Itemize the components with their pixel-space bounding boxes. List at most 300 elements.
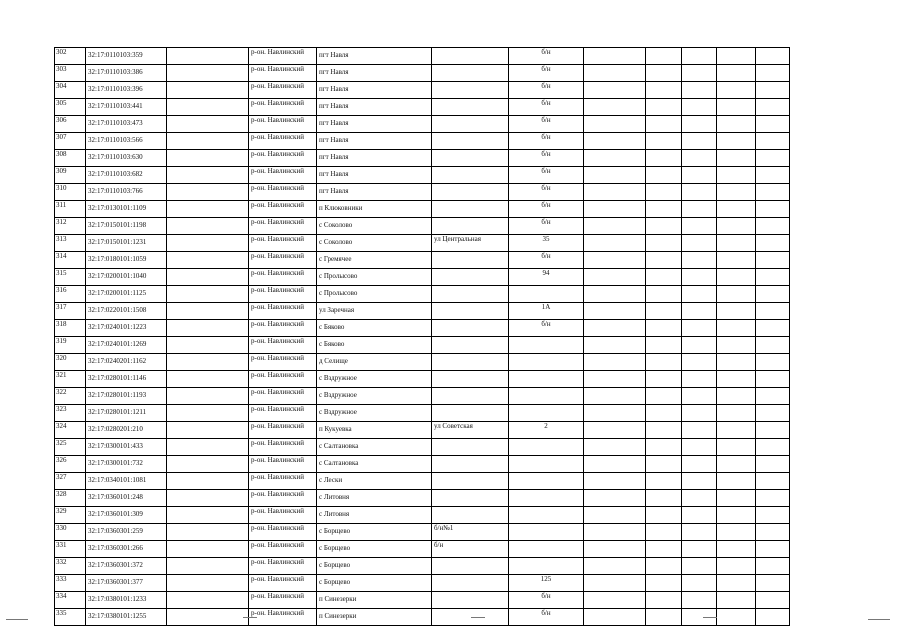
cadastral-number-cell: 32:17:0200101:1040 bbox=[86, 269, 167, 286]
table-row bbox=[55, 422, 790, 439]
num-cell: 314 bbox=[55, 252, 86, 269]
district-cell: р-он. Навлинский bbox=[249, 218, 317, 235]
blank-cell-cell bbox=[682, 65, 717, 82]
blank-cell-cell bbox=[756, 184, 790, 201]
table-row bbox=[55, 82, 790, 99]
street-cell: ул Советская bbox=[432, 422, 509, 439]
num-cell: 318 bbox=[55, 320, 86, 337]
blank-cell-cell bbox=[717, 490, 756, 507]
street-cell bbox=[432, 490, 509, 507]
blank-cell-cell bbox=[167, 456, 249, 473]
district-cell: р-он. Навлинский bbox=[249, 490, 317, 507]
blank-cell-cell bbox=[682, 320, 717, 337]
blank-cell-cell bbox=[717, 388, 756, 405]
district-cell: р-он. Навлинский bbox=[249, 167, 317, 184]
num-cell: 302 bbox=[55, 48, 86, 65]
blank-cell-cell bbox=[584, 592, 646, 609]
table-row bbox=[55, 507, 790, 524]
street-cell bbox=[432, 609, 509, 626]
blank-cell-cell bbox=[756, 303, 790, 320]
cadastral-number-cell: 32:17:0110103:473 bbox=[86, 116, 167, 133]
cadastral-number-cell: 32:17:0110103:441 bbox=[86, 99, 167, 116]
district-cell: р-он. Навлинский bbox=[249, 473, 317, 490]
district-cell: р-он. Навлинский bbox=[249, 116, 317, 133]
table-row bbox=[55, 575, 790, 592]
cadastral-number-cell: 32:17:0360101:248 bbox=[86, 490, 167, 507]
blank-cell-cell bbox=[167, 507, 249, 524]
locality-cell: с Салтановка bbox=[317, 456, 432, 473]
district-cell: р-он. Навлинский bbox=[249, 133, 317, 150]
cadastral-number-cell: 32:17:0180101:1059 bbox=[86, 252, 167, 269]
blank-cell-cell bbox=[584, 456, 646, 473]
num-cell: 331 bbox=[55, 541, 86, 558]
blank-cell-cell bbox=[584, 65, 646, 82]
blank-cell-cell bbox=[167, 303, 249, 320]
street-cell bbox=[432, 388, 509, 405]
street-cell bbox=[432, 65, 509, 82]
house-number-cell bbox=[509, 388, 584, 405]
blank-cell-cell bbox=[167, 150, 249, 167]
house-number-cell bbox=[509, 286, 584, 303]
blank-cell-cell bbox=[167, 371, 249, 388]
table-row bbox=[55, 371, 790, 388]
street-cell bbox=[432, 99, 509, 116]
cadastral-number-cell: 32:17:0300101:732 bbox=[86, 456, 167, 473]
num-cell: 316 bbox=[55, 286, 86, 303]
table-row bbox=[55, 337, 790, 354]
table-row bbox=[55, 252, 790, 269]
blank-cell-cell bbox=[167, 99, 249, 116]
street-cell bbox=[432, 201, 509, 218]
district-cell: р-он. Навлинский bbox=[249, 456, 317, 473]
blank-cell-cell bbox=[584, 507, 646, 524]
blank-cell-cell bbox=[682, 218, 717, 235]
blank-cell-cell bbox=[584, 422, 646, 439]
blank-cell-cell bbox=[682, 422, 717, 439]
blank-cell-cell bbox=[682, 150, 717, 167]
locality-cell: с Вздружное bbox=[317, 371, 432, 388]
street-cell bbox=[432, 167, 509, 184]
table-row bbox=[55, 388, 790, 405]
blank-cell-cell bbox=[717, 82, 756, 99]
blank-cell-cell bbox=[646, 116, 682, 133]
blank-cell-cell bbox=[682, 184, 717, 201]
scan-noise-mark bbox=[868, 619, 890, 620]
house-number-cell: 94 bbox=[509, 269, 584, 286]
blank-cell-cell bbox=[584, 439, 646, 456]
blank-cell-cell bbox=[646, 575, 682, 592]
street-cell bbox=[432, 354, 509, 371]
blank-cell-cell bbox=[646, 320, 682, 337]
blank-cell-cell bbox=[682, 456, 717, 473]
blank-cell-cell bbox=[717, 541, 756, 558]
num-cell: 334 bbox=[55, 592, 86, 609]
num-cell: 317 bbox=[55, 303, 86, 320]
blank-cell-cell bbox=[584, 218, 646, 235]
blank-cell-cell bbox=[584, 388, 646, 405]
blank-cell-cell bbox=[682, 99, 717, 116]
table-row bbox=[55, 490, 790, 507]
blank-cell-cell bbox=[717, 354, 756, 371]
district-cell: р-он. Навлинский bbox=[249, 150, 317, 167]
locality-cell: с Борщево bbox=[317, 541, 432, 558]
blank-cell-cell bbox=[717, 524, 756, 541]
blank-cell-cell bbox=[682, 507, 717, 524]
table-row bbox=[55, 456, 790, 473]
blank-cell-cell bbox=[717, 575, 756, 592]
table-row bbox=[55, 286, 790, 303]
street-cell bbox=[432, 48, 509, 65]
blank-cell-cell bbox=[682, 337, 717, 354]
blank-cell-cell bbox=[646, 235, 682, 252]
blank-cell-cell bbox=[584, 303, 646, 320]
locality-cell: с Бяково bbox=[317, 337, 432, 354]
blank-cell-cell bbox=[646, 252, 682, 269]
blank-cell-cell bbox=[167, 473, 249, 490]
blank-cell-cell bbox=[584, 524, 646, 541]
blank-cell-cell bbox=[646, 388, 682, 405]
blank-cell-cell bbox=[717, 473, 756, 490]
blank-cell-cell bbox=[584, 201, 646, 218]
street-cell bbox=[432, 303, 509, 320]
locality-cell: пгт Навля bbox=[317, 133, 432, 150]
blank-cell-cell bbox=[756, 592, 790, 609]
num-cell: 324 bbox=[55, 422, 86, 439]
blank-cell-cell bbox=[682, 48, 717, 65]
blank-cell-cell bbox=[167, 524, 249, 541]
num-cell: 304 bbox=[55, 82, 86, 99]
blank-cell-cell bbox=[756, 354, 790, 371]
blank-cell-cell bbox=[756, 116, 790, 133]
blank-cell-cell bbox=[756, 48, 790, 65]
blank-cell-cell bbox=[167, 320, 249, 337]
blank-cell-cell bbox=[646, 507, 682, 524]
property-register-table bbox=[54, 47, 790, 626]
blank-cell-cell bbox=[167, 541, 249, 558]
blank-cell-cell bbox=[682, 269, 717, 286]
blank-cell-cell bbox=[756, 167, 790, 184]
blank-cell-cell bbox=[682, 133, 717, 150]
house-number-cell bbox=[509, 371, 584, 388]
house-number-cell bbox=[509, 473, 584, 490]
house-number-cell bbox=[509, 405, 584, 422]
blank-cell-cell bbox=[682, 524, 717, 541]
blank-cell-cell bbox=[584, 167, 646, 184]
blank-cell-cell bbox=[756, 405, 790, 422]
blank-cell-cell bbox=[682, 354, 717, 371]
locality-cell: п Синезерки bbox=[317, 592, 432, 609]
blank-cell-cell bbox=[756, 150, 790, 167]
blank-cell-cell bbox=[646, 201, 682, 218]
blank-cell-cell bbox=[167, 269, 249, 286]
locality-cell: с Вздружное bbox=[317, 405, 432, 422]
table-row bbox=[55, 303, 790, 320]
cadastral-number-cell: 32:17:0280101:1211 bbox=[86, 405, 167, 422]
blank-cell-cell bbox=[717, 99, 756, 116]
district-cell: р-он. Навлинский bbox=[249, 320, 317, 337]
district-cell: р-он. Навлинский bbox=[249, 388, 317, 405]
blank-cell-cell bbox=[682, 439, 717, 456]
table-row bbox=[55, 48, 790, 65]
cadastral-number-cell: 32:17:0360101:309 bbox=[86, 507, 167, 524]
blank-cell-cell bbox=[717, 592, 756, 609]
blank-cell-cell bbox=[584, 286, 646, 303]
blank-cell-cell bbox=[756, 65, 790, 82]
house-number-cell: б/н bbox=[509, 133, 584, 150]
blank-cell-cell bbox=[756, 541, 790, 558]
house-number-cell bbox=[509, 439, 584, 456]
blank-cell-cell bbox=[646, 371, 682, 388]
street-cell: б/н bbox=[432, 541, 509, 558]
street-cell bbox=[432, 371, 509, 388]
blank-cell-cell bbox=[682, 201, 717, 218]
district-cell: р-он. Навлинский bbox=[249, 65, 317, 82]
num-cell: 328 bbox=[55, 490, 86, 507]
district-cell: р-он. Навлинский bbox=[249, 201, 317, 218]
cadastral-number-cell: 32:17:0240101:1223 bbox=[86, 320, 167, 337]
blank-cell-cell bbox=[756, 456, 790, 473]
house-number-cell: б/н bbox=[509, 116, 584, 133]
house-number-cell bbox=[509, 558, 584, 575]
house-number-cell bbox=[509, 541, 584, 558]
district-cell: р-он. Навлинский bbox=[249, 48, 317, 65]
blank-cell-cell bbox=[646, 48, 682, 65]
blank-cell-cell bbox=[756, 524, 790, 541]
district-cell: р-он. Навлинский bbox=[249, 303, 317, 320]
street-cell: ул Центральная bbox=[432, 235, 509, 252]
num-cell: 335 bbox=[55, 609, 86, 626]
num-cell: 311 bbox=[55, 201, 86, 218]
district-cell: р-он. Навлинский bbox=[249, 422, 317, 439]
blank-cell-cell bbox=[682, 235, 717, 252]
blank-cell-cell bbox=[682, 592, 717, 609]
blank-cell-cell bbox=[756, 269, 790, 286]
blank-cell-cell bbox=[717, 201, 756, 218]
blank-cell-cell bbox=[584, 252, 646, 269]
blank-cell-cell bbox=[584, 405, 646, 422]
num-cell: 321 bbox=[55, 371, 86, 388]
blank-cell-cell bbox=[756, 320, 790, 337]
num-cell: 320 bbox=[55, 354, 86, 371]
cadastral-number-cell: 32:17:0110103:682 bbox=[86, 167, 167, 184]
blank-cell-cell bbox=[646, 82, 682, 99]
cadastral-number-cell: 32:17:0360301:266 bbox=[86, 541, 167, 558]
blank-cell-cell bbox=[167, 422, 249, 439]
district-cell: р-он. Навлинский bbox=[249, 541, 317, 558]
blank-cell-cell bbox=[646, 405, 682, 422]
blank-cell-cell bbox=[584, 371, 646, 388]
locality-cell: с Вздружное bbox=[317, 388, 432, 405]
locality-cell: пгт Навля bbox=[317, 184, 432, 201]
street-cell bbox=[432, 269, 509, 286]
street-cell bbox=[432, 150, 509, 167]
blank-cell-cell bbox=[584, 133, 646, 150]
blank-cell-cell bbox=[646, 269, 682, 286]
street-cell bbox=[432, 82, 509, 99]
blank-cell-cell bbox=[584, 354, 646, 371]
num-cell: 315 bbox=[55, 269, 86, 286]
locality-cell: пгт Навля bbox=[317, 65, 432, 82]
num-cell: 312 bbox=[55, 218, 86, 235]
cadastral-number-cell: 32:17:0110103:630 bbox=[86, 150, 167, 167]
district-cell: р-он. Навлинский bbox=[249, 609, 317, 626]
blank-cell-cell bbox=[167, 235, 249, 252]
locality-cell: ул Заречная bbox=[317, 303, 432, 320]
cadastral-number-cell: 32:17:0150101:1231 bbox=[86, 235, 167, 252]
street-cell bbox=[432, 592, 509, 609]
num-cell: 310 bbox=[55, 184, 86, 201]
blank-cell-cell bbox=[756, 252, 790, 269]
cadastral-number-cell: 32:17:0360301:377 bbox=[86, 575, 167, 592]
street-cell bbox=[432, 286, 509, 303]
house-number-cell: б/н bbox=[509, 218, 584, 235]
blank-cell-cell bbox=[584, 235, 646, 252]
locality-cell: с Борщево bbox=[317, 575, 432, 592]
locality-cell: с Гремячее bbox=[317, 252, 432, 269]
blank-cell-cell bbox=[646, 286, 682, 303]
street-cell bbox=[432, 473, 509, 490]
locality-cell: п Клюковники bbox=[317, 201, 432, 218]
blank-cell-cell bbox=[167, 388, 249, 405]
blank-cell-cell bbox=[167, 439, 249, 456]
locality-cell: с Бяково bbox=[317, 320, 432, 337]
blank-cell-cell bbox=[756, 286, 790, 303]
blank-cell-cell bbox=[646, 473, 682, 490]
locality-cell: пгт Навля bbox=[317, 167, 432, 184]
locality-cell: п Кукуевка bbox=[317, 422, 432, 439]
blank-cell-cell bbox=[584, 558, 646, 575]
street-cell bbox=[432, 405, 509, 422]
blank-cell-cell bbox=[756, 558, 790, 575]
table-row bbox=[55, 609, 790, 626]
cadastral-number-cell: 32:17:0280101:1193 bbox=[86, 388, 167, 405]
blank-cell-cell bbox=[717, 507, 756, 524]
blank-cell-cell bbox=[167, 609, 249, 626]
table-row bbox=[55, 167, 790, 184]
blank-cell-cell bbox=[584, 575, 646, 592]
blank-cell-cell bbox=[717, 133, 756, 150]
street-cell bbox=[432, 456, 509, 473]
house-number-cell bbox=[509, 524, 584, 541]
house-number-cell: 35 bbox=[509, 235, 584, 252]
blank-cell-cell bbox=[717, 252, 756, 269]
blank-cell-cell bbox=[756, 337, 790, 354]
table-row bbox=[55, 201, 790, 218]
locality-cell: пгт Навля bbox=[317, 150, 432, 167]
blank-cell-cell bbox=[167, 82, 249, 99]
num-cell: 327 bbox=[55, 473, 86, 490]
num-cell: 322 bbox=[55, 388, 86, 405]
blank-cell-cell bbox=[167, 167, 249, 184]
table-row bbox=[55, 116, 790, 133]
blank-cell-cell bbox=[682, 286, 717, 303]
locality-cell: д Селище bbox=[317, 354, 432, 371]
table-row bbox=[55, 133, 790, 150]
table-row bbox=[55, 354, 790, 371]
blank-cell-cell bbox=[682, 82, 717, 99]
cadastral-number-cell: 32:17:0110103:386 bbox=[86, 65, 167, 82]
blank-cell-cell bbox=[717, 371, 756, 388]
blank-cell-cell bbox=[756, 422, 790, 439]
street-cell bbox=[432, 558, 509, 575]
scan-noise-mark bbox=[703, 617, 717, 618]
street-cell: б/н№1 bbox=[432, 524, 509, 541]
blank-cell-cell bbox=[717, 337, 756, 354]
table-row bbox=[55, 235, 790, 252]
num-cell: 332 bbox=[55, 558, 86, 575]
cadastral-number-cell: 32:17:0280201:210 bbox=[86, 422, 167, 439]
street-cell bbox=[432, 337, 509, 354]
blank-cell-cell bbox=[584, 320, 646, 337]
district-cell: р-он. Навлинский bbox=[249, 354, 317, 371]
blank-cell-cell bbox=[682, 167, 717, 184]
house-number-cell: б/н bbox=[509, 184, 584, 201]
table-row bbox=[55, 405, 790, 422]
locality-cell: с Салтановка bbox=[317, 439, 432, 456]
blank-cell-cell bbox=[717, 235, 756, 252]
locality-cell: с Пролысово bbox=[317, 269, 432, 286]
blank-cell-cell bbox=[682, 405, 717, 422]
blank-cell-cell bbox=[646, 558, 682, 575]
blank-cell-cell bbox=[717, 286, 756, 303]
blank-cell-cell bbox=[646, 218, 682, 235]
table-row bbox=[55, 473, 790, 490]
district-cell: р-он. Навлинский bbox=[249, 575, 317, 592]
num-cell: 309 bbox=[55, 167, 86, 184]
district-cell: р-он. Навлинский bbox=[249, 286, 317, 303]
street-cell bbox=[432, 218, 509, 235]
blank-cell-cell bbox=[584, 541, 646, 558]
house-number-cell: б/н bbox=[509, 609, 584, 626]
blank-cell-cell bbox=[167, 354, 249, 371]
house-number-cell: б/н bbox=[509, 48, 584, 65]
num-cell: 326 bbox=[55, 456, 86, 473]
district-cell: р-он. Навлинский bbox=[249, 558, 317, 575]
blank-cell-cell bbox=[756, 99, 790, 116]
locality-cell: с Лески bbox=[317, 473, 432, 490]
blank-cell-cell bbox=[646, 65, 682, 82]
house-number-cell: б/н bbox=[509, 201, 584, 218]
num-cell: 313 bbox=[55, 235, 86, 252]
blank-cell-cell bbox=[756, 388, 790, 405]
blank-cell-cell bbox=[717, 65, 756, 82]
blank-cell-cell bbox=[646, 456, 682, 473]
street-cell bbox=[432, 507, 509, 524]
blank-cell-cell bbox=[167, 558, 249, 575]
scan-noise-mark bbox=[243, 617, 257, 618]
district-cell: р-он. Навлинский bbox=[249, 371, 317, 388]
num-cell: 329 bbox=[55, 507, 86, 524]
house-number-cell: 2 bbox=[509, 422, 584, 439]
locality-cell: с Соколово bbox=[317, 235, 432, 252]
street-cell bbox=[432, 575, 509, 592]
blank-cell-cell bbox=[717, 609, 756, 626]
cadastral-number-cell: 32:17:0110103:396 bbox=[86, 82, 167, 99]
blank-cell-cell bbox=[167, 184, 249, 201]
district-cell: р-он. Навлинский bbox=[249, 184, 317, 201]
blank-cell-cell bbox=[717, 558, 756, 575]
table-row bbox=[55, 150, 790, 167]
blank-cell-cell bbox=[682, 473, 717, 490]
blank-cell-cell bbox=[167, 592, 249, 609]
blank-cell-cell bbox=[646, 592, 682, 609]
locality-cell: с Литовня bbox=[317, 507, 432, 524]
table-row bbox=[55, 439, 790, 456]
blank-cell-cell bbox=[584, 473, 646, 490]
blank-cell-cell bbox=[682, 558, 717, 575]
blank-cell-cell bbox=[167, 218, 249, 235]
blank-cell-cell bbox=[646, 150, 682, 167]
